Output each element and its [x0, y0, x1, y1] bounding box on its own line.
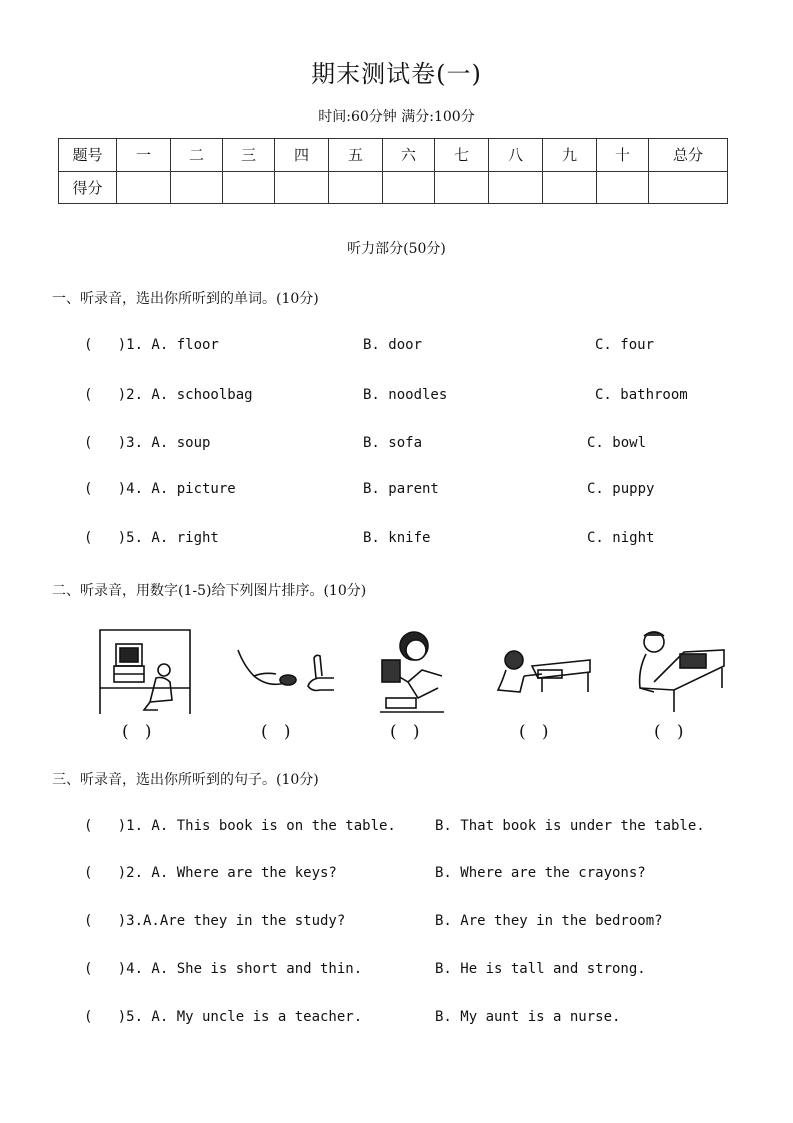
s3-q3-option-b: B. Are they in the bedroom? [435, 913, 663, 929]
table-cell: 一 [117, 139, 171, 172]
score-table-header-row [59, 139, 728, 172]
s3-q2-option-a: ( )2. A. Where are the keys? [84, 865, 337, 881]
s1-q5-option-c: C. night [587, 530, 655, 546]
picture-5-answer-blank[interactable]: ( ) [654, 722, 684, 742]
section1-heading: 一、听录音，选出你所听到的单词。(10分) [52, 291, 319, 307]
s3-q1-option-b: B. That book is under the table. [435, 818, 705, 834]
table-cell: 得分 [59, 171, 117, 204]
table-cell: 九 [543, 139, 597, 172]
picture-3-answer-blank[interactable]: ( ) [390, 722, 420, 742]
picture-1-answer-blank[interactable]: ( ) [122, 722, 152, 742]
table-cell: 六 [383, 139, 435, 172]
table-cell: 五 [329, 139, 383, 172]
s3-q5-option-a: ( )5. A. My uncle is a teacher. [84, 1009, 363, 1025]
s3-q4-option-a: ( )4. A. She is short and thin. [84, 961, 363, 977]
hands-passing-object-icon [236, 626, 336, 716]
boy-at-desk-icon [494, 626, 594, 716]
score-input-cell[interactable] [171, 171, 223, 204]
s3-q3-option-a: ( )3.A.Are they in the study? [84, 913, 346, 929]
s3-q4-option-b: B. He is tall and strong. [435, 961, 646, 977]
s3-q1-option-a: ( )1. A. This book is on the table. [84, 818, 396, 834]
table-cell: 七 [435, 139, 489, 172]
picture-4-answer-blank[interactable]: ( ) [519, 722, 549, 742]
section2-heading: 二、听录音，用数字(1-5)给下列图片排序。(10分) [52, 583, 367, 599]
s1-q2-option-a: ( )2. A. schoolbag [84, 387, 253, 403]
s1-q1-option-a: ( )1. A. floor [84, 337, 219, 353]
score-input-cell[interactable] [649, 171, 728, 204]
table-cell: 三 [223, 139, 275, 172]
s1-q1-option-c: C. four [595, 337, 655, 353]
score-input-cell[interactable] [275, 171, 329, 204]
section3-heading: 三、听录音，选出你所听到的句子。(10分) [52, 772, 319, 788]
score-input-cell[interactable] [597, 171, 649, 204]
s1-q3-option-b: B. sofa [363, 435, 423, 451]
s1-q3-option-a: ( )3. A. soup [84, 435, 211, 451]
table-cell: 八 [489, 139, 543, 172]
score-input-cell[interactable] [117, 171, 171, 204]
time-score-info: 时间:60分钟 满分:100分 [318, 109, 475, 125]
page-title: 期末测试卷(一) [311, 60, 482, 88]
s1-q4-option-b: B. parent [363, 481, 439, 497]
s3-q5-option-b: B. My aunt is a nurse. [435, 1009, 621, 1025]
s1-q2-option-b: B. noodles [363, 387, 448, 403]
s1-q5-option-b: B. knife [363, 530, 431, 546]
score-input-cell[interactable] [223, 171, 275, 204]
score-input-cell[interactable] [543, 171, 597, 204]
score-input-cell[interactable] [383, 171, 435, 204]
listening-part-title: 听力部分(50分) [347, 241, 446, 257]
picture-2-answer-blank[interactable]: ( ) [261, 722, 291, 742]
s1-q1-option-b: B. door [363, 337, 423, 353]
boy-watching-tv-icon [98, 626, 194, 716]
s1-q4-option-c: C. puppy [587, 481, 655, 497]
table-cell: 总分 [649, 139, 728, 172]
table-cell: 二 [171, 139, 223, 172]
table-cell: 四 [275, 139, 329, 172]
s1-q3-option-c: C. bowl [587, 435, 647, 451]
table-cell: 十 [597, 139, 649, 172]
boy-with-bag-on-table-icon [634, 626, 726, 716]
s1-q5-option-a: ( )5. A. right [84, 530, 219, 546]
girl-reading-book-icon [378, 626, 448, 716]
score-table [58, 138, 728, 204]
score-input-cell[interactable] [329, 171, 383, 204]
s1-q4-option-a: ( )4. A. picture [84, 481, 236, 497]
s3-q2-option-b: B. Where are the crayons? [435, 865, 646, 881]
score-input-cell[interactable] [435, 171, 489, 204]
table-cell: 题号 [59, 139, 117, 172]
s1-q2-option-c: C. bathroom [595, 387, 688, 403]
score-input-cell[interactable] [489, 171, 543, 204]
score-table-score-row [59, 171, 728, 204]
